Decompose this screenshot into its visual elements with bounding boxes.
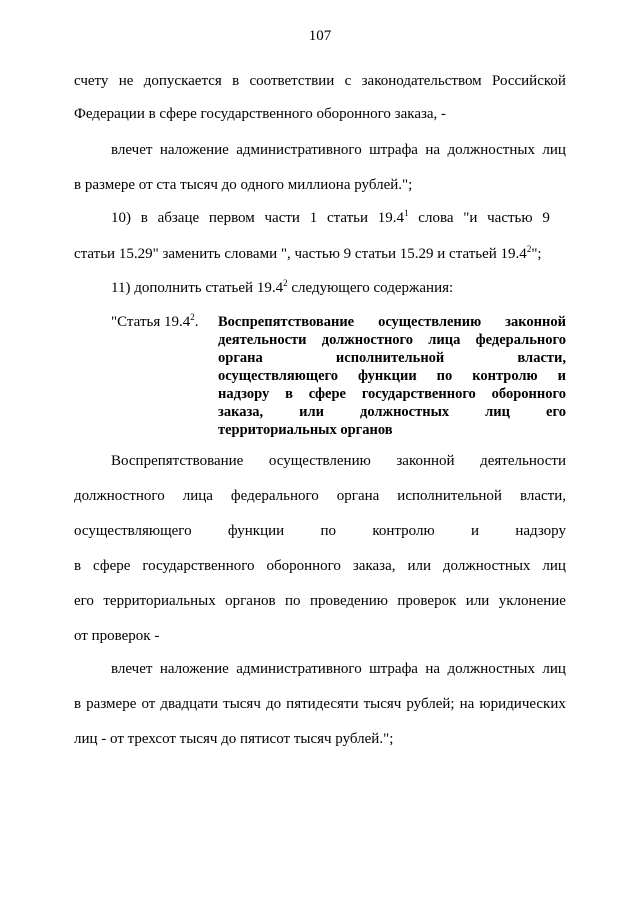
- word: лиц: [542, 142, 566, 158]
- text-line: [74, 487, 566, 505]
- text-line: [111, 279, 566, 297]
- word: или: [465, 593, 490, 609]
- word: лица: [428, 332, 461, 348]
- word: лица: [182, 488, 213, 504]
- page-number: 107: [308, 28, 332, 44]
- word: административного: [236, 661, 362, 677]
- word: наложение: [159, 661, 229, 677]
- word: лиц: [542, 661, 566, 677]
- word: или: [407, 558, 431, 574]
- word: федерального: [475, 332, 566, 348]
- word: власти,: [517, 350, 566, 366]
- word: пятидесяти: [286, 696, 359, 712]
- word: с: [344, 73, 352, 89]
- superscript: 2: [190, 312, 195, 322]
- word: исполнительной: [335, 350, 445, 366]
- word: штрафа: [369, 661, 418, 677]
- word: или: [299, 404, 325, 420]
- word: лиц: [485, 404, 511, 420]
- title-line: территориальных органов: [218, 422, 393, 438]
- word: до: [265, 696, 282, 712]
- word: функции: [227, 523, 285, 539]
- word: на: [425, 142, 441, 158]
- word: осуществлению: [268, 453, 371, 469]
- superscript: 2: [283, 278, 288, 288]
- word: счету: [74, 73, 109, 89]
- word: контролю: [472, 368, 538, 384]
- word: контролю: [372, 523, 435, 539]
- word: должностного: [321, 332, 414, 348]
- word: размере: [86, 696, 137, 712]
- word: Российской: [491, 73, 566, 89]
- word: заказа,: [352, 558, 396, 574]
- text-line: [74, 695, 566, 713]
- word: оборонного: [266, 558, 341, 574]
- text-run: следующего содержания:: [287, 280, 454, 296]
- word: законной: [505, 314, 566, 330]
- word: по: [436, 368, 453, 384]
- superscript: 1: [404, 208, 409, 218]
- text-line: в размере от ста тысяч до одного миллиона рублей.";: [74, 177, 413, 193]
- text-line: [111, 660, 566, 678]
- word: юридических: [479, 696, 566, 712]
- article-label: [111, 313, 198, 331]
- word: деятельности: [480, 453, 566, 469]
- word: надзору: [515, 523, 566, 539]
- word: в: [74, 558, 82, 574]
- word: должностных: [442, 558, 531, 574]
- word: органа: [218, 350, 263, 366]
- text-run: "Статья 19.4: [111, 314, 191, 330]
- word: штрафа: [369, 142, 418, 158]
- superscript: 2: [526, 244, 532, 254]
- word: его: [546, 404, 566, 420]
- text-run: статьи 15.29" заменить словами ", частью 9 статьи 15.29 и статьей 19.4: [74, 246, 527, 262]
- word: территориальных: [103, 593, 216, 609]
- text-run: слова "и частью 9: [408, 210, 550, 226]
- text-line: Федерации в сфере государственного оборонного заказа, -: [74, 106, 447, 122]
- text-run: 11) дополнить статьей 19.4: [111, 280, 284, 296]
- text-line: [74, 522, 566, 540]
- word: административного: [236, 142, 362, 158]
- word: от: [141, 696, 156, 712]
- word: на: [459, 696, 475, 712]
- word: федерального: [230, 488, 319, 504]
- word: не: [118, 73, 134, 89]
- text-line: [74, 72, 566, 90]
- word: в: [74, 696, 82, 712]
- word: лиц: [542, 558, 566, 574]
- word: оборонного: [491, 386, 566, 402]
- text-line: [74, 557, 566, 575]
- word: в: [232, 73, 240, 89]
- word: надзору: [218, 386, 270, 402]
- word: рублей;: [406, 696, 455, 712]
- word: органов: [225, 593, 276, 609]
- word: государственного: [142, 558, 255, 574]
- word: осуществляющего: [218, 368, 339, 384]
- word: уклонение: [498, 593, 566, 609]
- word: заказа,: [218, 404, 264, 420]
- article-title: [218, 313, 566, 439]
- word: и: [557, 368, 566, 384]
- word: и: [470, 523, 480, 539]
- text-line: от проверок -: [74, 628, 160, 644]
- text-line: [74, 592, 566, 610]
- word: должностных: [447, 142, 535, 158]
- word: влечет: [111, 661, 153, 677]
- word: Воспрепятствование: [218, 314, 355, 330]
- text-line: [74, 245, 566, 263]
- word: наложение: [159, 142, 229, 158]
- word: по: [320, 523, 337, 539]
- word: исполнительной: [397, 488, 502, 504]
- word: на: [425, 661, 441, 677]
- text-line: [111, 209, 566, 227]
- word: его: [74, 593, 94, 609]
- word: сфере: [308, 386, 346, 402]
- title-line: [218, 403, 566, 421]
- title-line: [218, 313, 566, 331]
- word: по: [284, 593, 301, 609]
- word: тысяч: [223, 696, 261, 712]
- text-line: лиц - от трехсот тысяч до пятисот тысяч рублей.";: [74, 731, 394, 747]
- text-run: .: [194, 314, 199, 330]
- word: должностного: [74, 488, 165, 504]
- word: деятельности: [218, 332, 307, 348]
- title-line: [218, 385, 566, 403]
- word: законодательством: [361, 73, 482, 89]
- word: сфере: [93, 558, 131, 574]
- title-line: [218, 367, 566, 385]
- word: проведению: [309, 593, 388, 609]
- word: допускается: [143, 73, 222, 89]
- word: влечет: [111, 142, 153, 158]
- word: власти,: [519, 488, 566, 504]
- word: должностных: [360, 404, 450, 420]
- word: органа: [336, 488, 380, 504]
- word: двадцати: [160, 696, 219, 712]
- word: соответствии: [249, 73, 335, 89]
- word: должностных: [447, 661, 535, 677]
- word: осуществляющего: [74, 523, 192, 539]
- text-run: 10) в абзаце первом части 1 статьи 19.4: [111, 210, 405, 226]
- word: тысяч: [363, 696, 402, 712]
- title-line: [218, 349, 566, 367]
- word: законной: [396, 453, 455, 469]
- word: в: [285, 386, 293, 402]
- word: Воспрепятствование: [111, 453, 244, 469]
- word: проверок: [397, 593, 457, 609]
- word: государственного: [361, 386, 476, 402]
- text-line: [111, 141, 566, 159]
- text-line: [111, 452, 566, 470]
- text-run: ";: [531, 246, 542, 262]
- title-line: [218, 331, 566, 349]
- word: функции: [357, 368, 417, 384]
- word: осуществлению: [378, 314, 482, 330]
